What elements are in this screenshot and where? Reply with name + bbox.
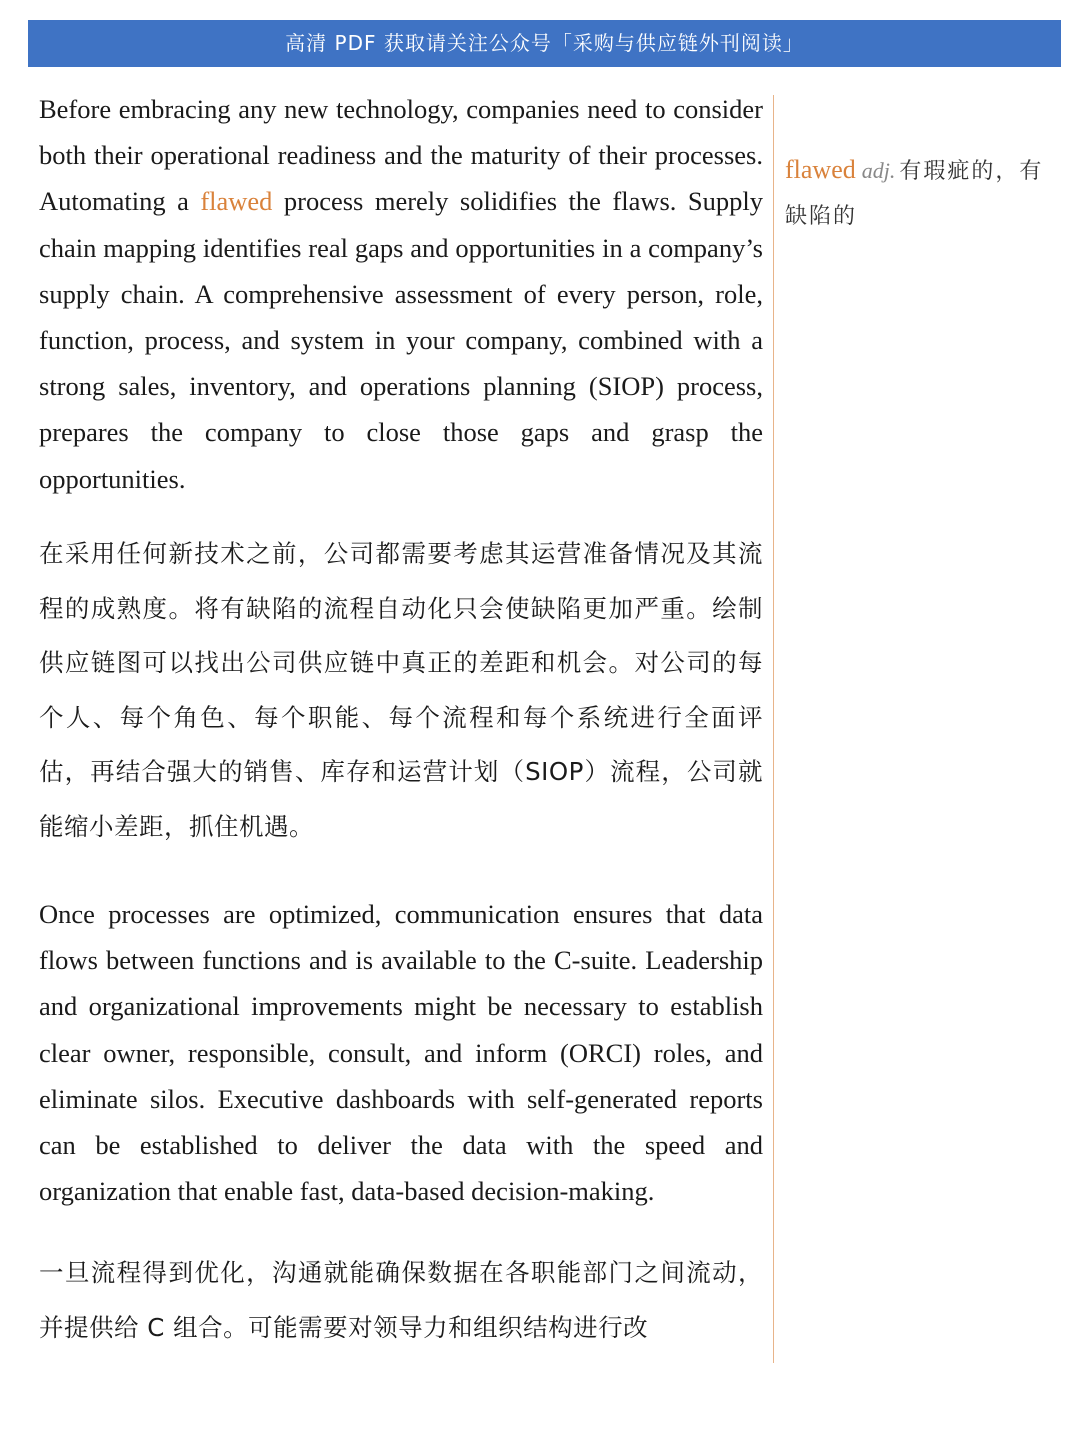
banner-text: 高清 PDF 获取请关注公众号「采购与供应链外刊阅读」 (285, 31, 804, 55)
english-paragraph-2: Once processes are optimized, communication ensures that data flows between functions and is available to the C-suite. Leadership and organizational improvements might be necessary to establish clear owner, responsible, consult, and inform (ORCI) roles, and eliminate silos. Executive dashboards with self-generated reports can be established to deliver the data with the speed and organization that enable fast, data-based decision-making. (39, 899, 763, 1207)
glossary-part-of-speech: adj. (861, 158, 896, 183)
highlighted-word-flawed: flawed (200, 186, 273, 217)
header-banner (28, 20, 1061, 67)
chinese-paragraph-1: 在采用任何新技术之前，公司都需要考虑其运营准备情况及其流程的成熟度。将有缺陷的流程自动化只会使缺陷更加严重。绘制供应链图可以找出公司供应链中真正的差距和机会。对公司的每个人、每个角色、每个职能、每个流程和每个系统进行全面评估，再结合强大的销售、库存和运营计划（SIOP）流程，公司就能缩小差距，抓住机遇。 (39, 539, 763, 841)
paragraph-1-text-before: Before embracing any new technology, companies need to consider both their operational readiness and the maturity of their processes. Automating a (39, 94, 763, 217)
glossary-meaning: 有瑕疵的，有缺陷的 (785, 159, 1044, 229)
glossary-word: flawed (785, 155, 856, 184)
margin-divider (773, 95, 774, 1363)
paragraph-1-text-after: process merely solidifies the flaws. Supply chain mapping identifies real gaps and opportunities in a company’s supply chain. A comprehensive assessment of every person, role, function, process, and system in your company, combined with a strong sales, inventory, and operations planning (SIOP) process, prepares the company to close those gaps and grasp the opportunities. (39, 186, 763, 494)
glossary-note (785, 147, 1053, 239)
english-paragraph-1 (39, 86, 763, 502)
chinese-paragraph-2: 一旦流程得到优化，沟通就能确保数据在各职能部门之间流动，并提供给 C 组合。可能需要对领导力和组织结构进行改 (39, 1258, 763, 1342)
